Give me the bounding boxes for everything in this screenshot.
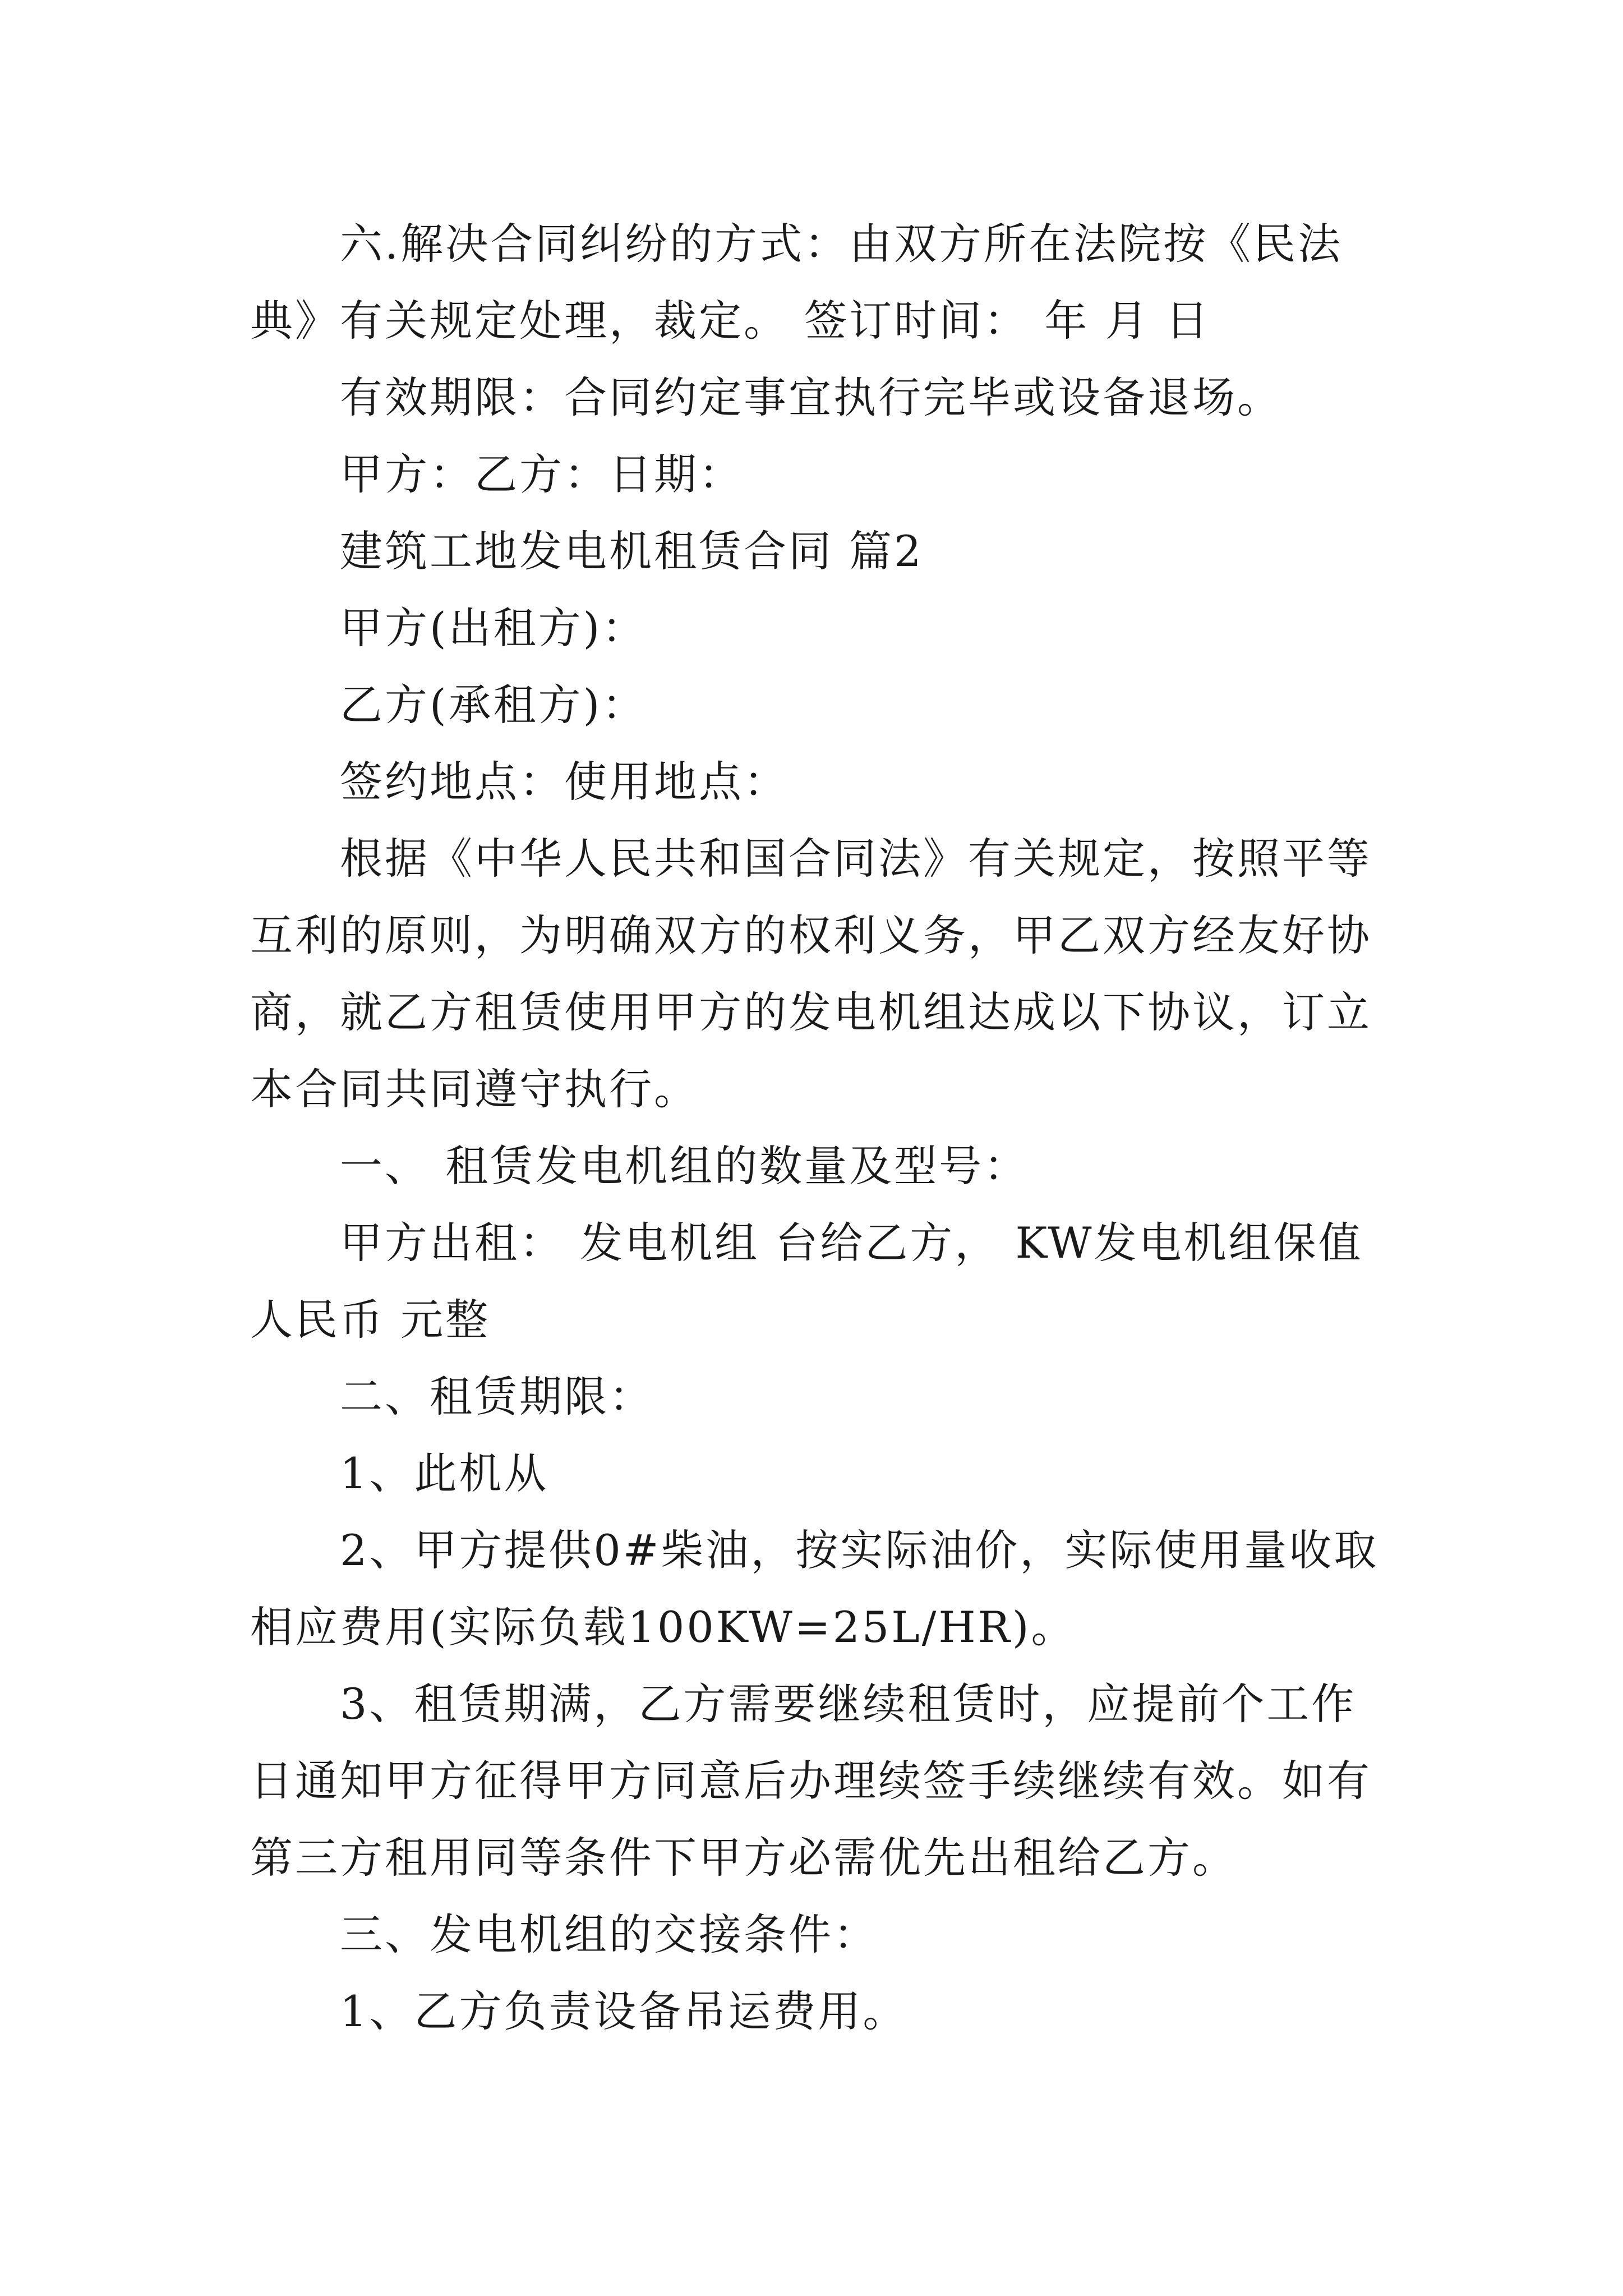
clause-2-item-3: 3、租赁期满，乙方需要继续租赁时，应提前个工作日通知甲方征得甲方同意后办理续签手续继续有效。如有第三方租用同等条件下甲方必需优先出租给乙方。 (250, 1679, 1372, 1883)
paragraph-validity-period: 有效期限：合同约定事宜执行完毕或设备退场。 (340, 372, 1282, 422)
paragraph-signatures: 甲方：乙方：日期： (340, 449, 744, 499)
party-b-lessee: 乙方(承租方)： (340, 680, 647, 730)
document-body (250, 205, 1400, 2050)
clause-2-heading: 二、租赁期限： (340, 1372, 654, 1421)
signing-location: 签约地点：使用地点： (340, 757, 789, 807)
clause-3-item-1: 1、乙方负责设备吊运费用。 (340, 1986, 908, 2036)
clause-2-item-2: 2、甲方提供0#柴油，按实际油价，实际使用量收取相应费用(实际负载100KW=25L/HR)。 (250, 1525, 1379, 1652)
clause-2-item-1: 1、此机从 (340, 1448, 549, 1498)
party-a-lessor: 甲方(出租方)： (340, 603, 647, 653)
section-title: 建筑工地发电机租赁合同 篇2 (340, 526, 924, 576)
clause-1-body: 甲方出租： 发电机组 台给乙方， KW发电机组保值人民币 元整 (250, 1218, 1363, 1345)
paragraph-preamble: 根据《中华人民共和国合同法》有关规定，按照平等互利的原则，为明确双方的权利义务，甲乙双方经友好协商，就乙方租赁使用甲方的发电机组达成以下协议，订立本合同共同遵守执行。 (250, 834, 1372, 1114)
clause-3-heading: 三、发电机组的交接条件： (340, 1910, 878, 1959)
clause-1-heading: 一、 租赁发电机组的数量及型号： (340, 1141, 1029, 1191)
paragraph-dispute-resolution: 六.解决合同纠纷的方式：由双方所在法院按《民法典》有关规定处理，裁定。 签订时间： 年 月 日 (250, 219, 1343, 346)
